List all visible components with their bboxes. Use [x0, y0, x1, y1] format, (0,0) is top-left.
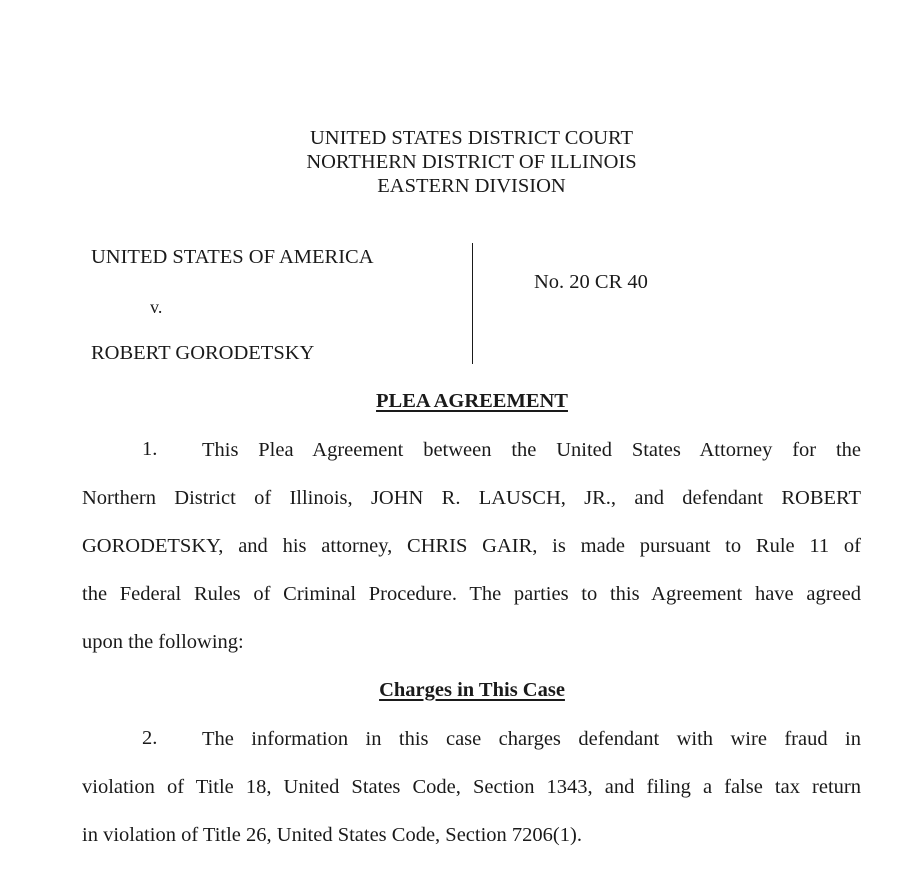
caption-plaintiff: UNITED STATES OF AMERICA — [91, 246, 374, 268]
paragraph-line: violation of Title 18, United States Code, Section 1343, and filing a false tax return — [82, 776, 861, 798]
paragraph-line: Northern District of Illinois, JOHN R. LAUSCH, JR., and defendant ROBERT — [82, 487, 861, 509]
paragraph-line: This Plea Agreement between the United States Attorney for the — [202, 439, 861, 461]
court-division: EASTERN DIVISION — [377, 175, 566, 197]
court-name: UNITED STATES DISTRICT COURT — [309, 127, 634, 149]
paragraph-line: The information in this case charges defendant with wire fraud in — [202, 728, 861, 750]
court-district: NORTHERN DISTRICT OF ILLINOIS — [306, 151, 637, 173]
caption-versus: v. — [150, 297, 163, 317]
paragraph-1 — [82, 438, 861, 678]
paragraph-number: 1. — [142, 438, 158, 460]
paragraph-line: upon the following: — [82, 631, 244, 653]
paragraph-2 — [82, 727, 861, 871]
charges-heading: Charges in This Case — [379, 679, 565, 701]
paragraph-line: in violation of Title 26, United States Code, Section 7206(1). — [82, 824, 582, 846]
paragraph-line: the Federal Rules of Criminal Procedure. The parties to this Agreement have agreed — [82, 583, 861, 605]
paragraph-number: 2. — [142, 727, 158, 749]
court-header — [0, 126, 900, 198]
case-number: No. 20 CR 40 — [534, 271, 648, 293]
paragraph-line: GORODETSKY, and his attorney, CHRIS GAIR, is made pursuant to Rule 11 of — [82, 535, 861, 557]
caption-defendant: ROBERT GORODETSKY — [91, 342, 315, 364]
caption-divider — [472, 243, 473, 364]
plea-agreement-heading: PLEA AGREEMENT — [376, 390, 568, 412]
